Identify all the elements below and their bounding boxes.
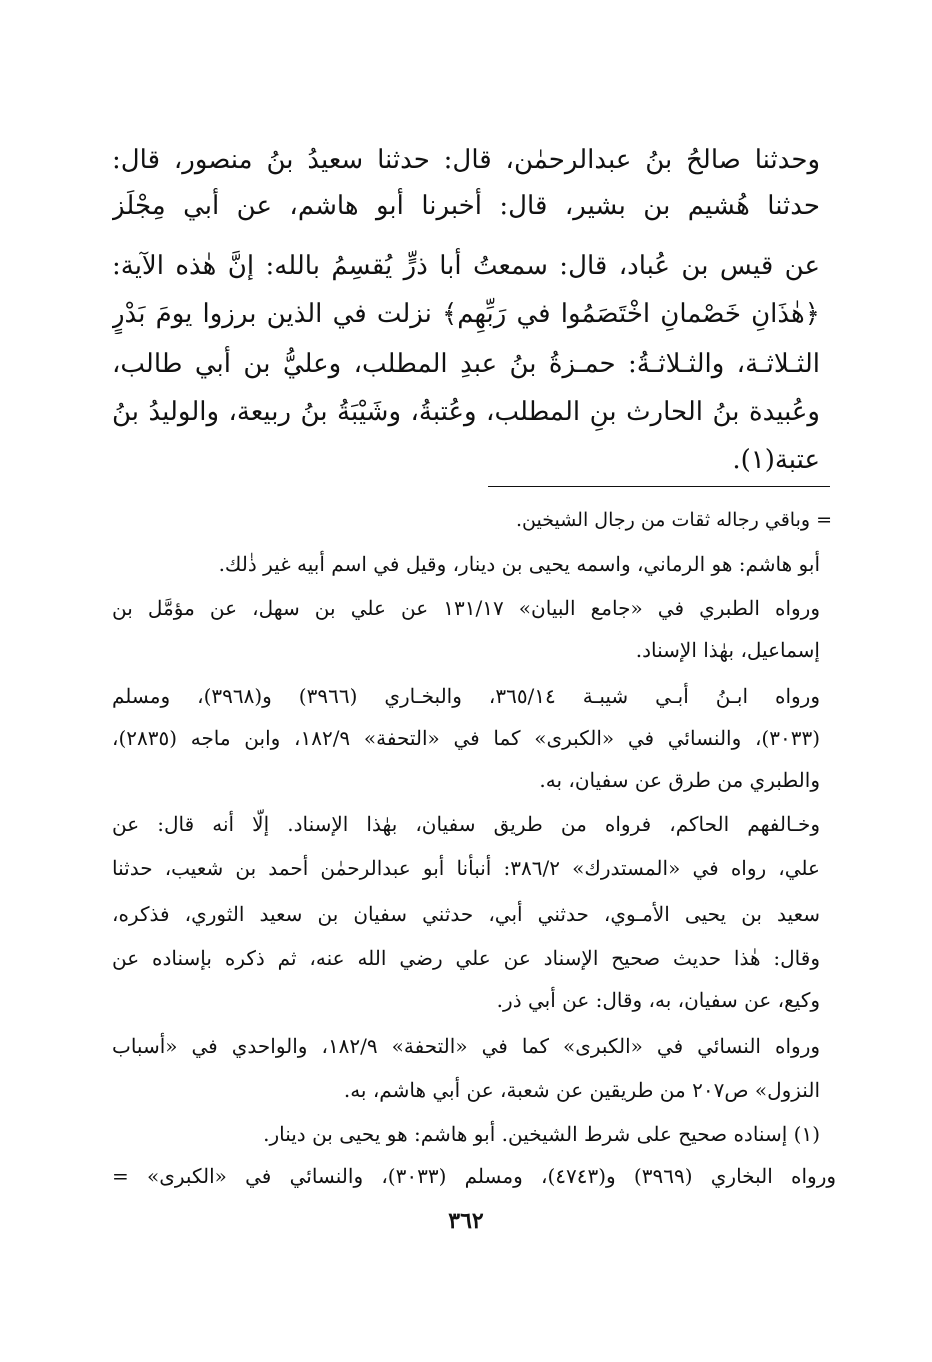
main-line: عتبة(١). — [732, 445, 820, 475]
footnote-line: (٣٠٣٣)، والنسائي في «الكبرى» كما في «التحفة» ١٨٢/٩، وابن ماجه (٢٨٣٥)، — [112, 726, 820, 750]
main-line: وحدثنا صالحُ بنُ عبدالرحمٰن، قال: حدثنا سعيدُ بنُ منصور، قال: — [112, 145, 820, 175]
footnote-line: أبو هاشم: هو الرماني، واسمه يحيى بن دينار، وقيل في اسم أبيه غير ذٰلك. — [218, 552, 820, 576]
footnote-line: وخـالفهم الحاكم، فرواه من طريق سفيان، بهٰذا الإسناد. إلّا أنه قال: عن — [112, 812, 820, 836]
main-line: الثـلاثـة، والثـلاثـةُ: حمـزةُ بنُ عبدِ المطلب، وعليُّ بن أبي طالب، — [112, 349, 820, 379]
footnote-line: ورواه ابـنُ أبـي شيبـة ٣٦٥/١٤، والبخـاري (٣٩٦٦) و(٣٩٦٨)، ومسلم — [112, 684, 820, 708]
page-number: ٣٦٢ — [448, 1208, 484, 1234]
main-line: عن قيس بن عُباد، قال: سمعتُ أبا ذرٍّ يُقسِمُ بالله: إنَّ هٰذه الآية: — [112, 251, 820, 281]
footnote-separator — [488, 486, 830, 487]
footnote-line: = وباقي رجاله ثقات من رجال الشيخين. — [516, 509, 832, 531]
main-line: ﴿هٰذَانِ خَصْمانِ اخْتَصَمُوا في رَبِّهِم﴾ نزلت في الذين برزوا يومَ بَدْرٍ — [112, 299, 820, 329]
footnote-line: علي، رواه في «المستدرك» ٣٨٦/٢: أنبأنا أبو عبدالرحمٰن أحمد بن شعيب، حدثنا — [112, 856, 820, 880]
footnote-line: النزول» ص٢٠٧ من طريقين عن شعبة، عن أبي هاشم، به. — [343, 1078, 820, 1102]
footnote-line: وكيع، عن سفيان، به، وقال: عن أبي ذر. — [496, 988, 820, 1012]
main-line: حدثنا هُشيم بن بشير، قال: أخبرنا أبو هاشم، عن أبي مِجْلَز — [112, 191, 820, 221]
footnote-line: سعيد بن يحيى الأمـوي، حدثني أبي، حدثني سفيان بن سعيد الثوري، فذكره، — [112, 902, 820, 926]
footnote-line: وقال: هٰذا حديث صحيح الإسناد عن علي رضي الله عنه، ثم ذكره بإسناده عن — [112, 946, 820, 970]
footnote-line: ورواه الطبري في «جامع البيان» ١٣١/١٧ عن علي بن سهل، عن مؤمَّل بن — [112, 596, 820, 620]
footnote-line: إسماعيل، بهٰذا الإسناد. — [635, 638, 820, 662]
main-line: وعُبيدة بنُ الحارث بنِ المطلب، وعُتبةُ، وشَيْبَةُ بنُ ربيعة، والوليدُ بنُ — [112, 397, 820, 427]
footnote-line: ورواه البخاري (٣٩٦٩) و(٤٧٤٣)، ومسلم (٣٠٣٣)، والنسائي في «الكبرى» = — [112, 1164, 836, 1188]
footnote-line: والطبري من طرق عن سفيان، به. — [539, 768, 820, 792]
footnote-line: (١) إسناده صحيح على شرط الشيخين. أبو هاشم: هو يحيى بن دينار. — [263, 1122, 820, 1146]
footnote-line: ورواه النسائي في «الكبرى» كما في «التحفة» ١٨٢/٩، والواحدي في «أسباب — [112, 1034, 820, 1058]
